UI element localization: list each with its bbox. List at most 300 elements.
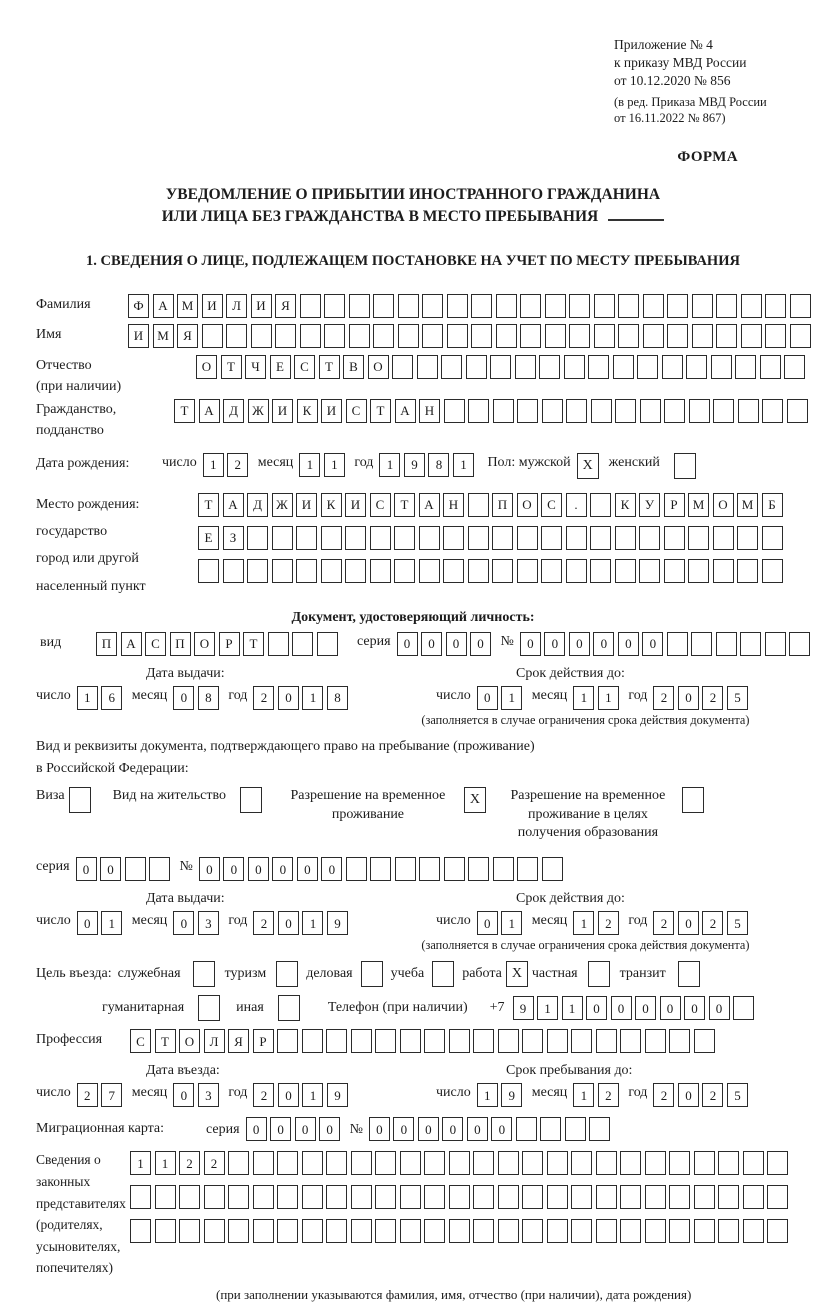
- char-cell[interactable]: [716, 324, 737, 348]
- char-cell[interactable]: 8: [327, 686, 348, 710]
- char-cell[interactable]: [566, 559, 587, 583]
- char-cell[interactable]: 0: [319, 1117, 340, 1141]
- char-cell[interactable]: [664, 559, 685, 583]
- char-cell[interactable]: [346, 857, 367, 881]
- char-cell[interactable]: [569, 294, 590, 318]
- char-cell[interactable]: [515, 355, 536, 379]
- char-cell[interactable]: З: [223, 526, 244, 550]
- char-cell[interactable]: 1: [299, 453, 320, 477]
- char-cell[interactable]: [226, 324, 247, 348]
- char-cell[interactable]: [620, 1185, 641, 1209]
- char-cell[interactable]: [547, 1219, 568, 1243]
- char-cell[interactable]: [686, 355, 707, 379]
- char-cell[interactable]: [345, 559, 366, 583]
- char-cell[interactable]: 0: [611, 996, 632, 1020]
- char-cell[interactable]: Р: [253, 1029, 274, 1053]
- char-cell[interactable]: 1: [130, 1151, 151, 1175]
- char-cell[interactable]: 2: [598, 911, 619, 935]
- char-cell[interactable]: [522, 1029, 543, 1053]
- char-cell[interactable]: А: [153, 294, 174, 318]
- char-cell[interactable]: [733, 996, 754, 1020]
- char-cell[interactable]: [202, 324, 223, 348]
- char-cell[interactable]: [253, 1219, 274, 1243]
- char-cell[interactable]: [765, 632, 786, 656]
- char-cell[interactable]: Б: [762, 493, 783, 517]
- char-cell[interactable]: [639, 526, 660, 550]
- char-cell[interactable]: [620, 1219, 641, 1243]
- char-cell[interactable]: [689, 399, 710, 423]
- char-cell[interactable]: [738, 399, 759, 423]
- char-cell[interactable]: [790, 294, 811, 318]
- char-cell[interactable]: [324, 294, 345, 318]
- char-cell[interactable]: [375, 1029, 396, 1053]
- char-cell[interactable]: [398, 324, 419, 348]
- char-cell[interactable]: [517, 857, 538, 881]
- char-cell[interactable]: [522, 1219, 543, 1243]
- char-cell[interactable]: [571, 1185, 592, 1209]
- char-cell[interactable]: 1: [379, 453, 400, 477]
- temp-residence-checkbox[interactable]: X: [464, 787, 486, 813]
- char-cell[interactable]: [711, 355, 732, 379]
- char-cell[interactable]: [590, 493, 611, 517]
- char-cell[interactable]: 0: [278, 1083, 299, 1107]
- char-cell[interactable]: [688, 526, 709, 550]
- char-cell[interactable]: О: [368, 355, 389, 379]
- char-cell[interactable]: 0: [100, 857, 121, 881]
- char-cell[interactable]: 2: [653, 686, 674, 710]
- char-cell[interactable]: [130, 1219, 151, 1243]
- char-cell[interactable]: [737, 559, 758, 583]
- purpose-humanitarian-checkbox[interactable]: [198, 995, 220, 1021]
- char-cell[interactable]: [640, 399, 661, 423]
- char-cell[interactable]: 0: [684, 996, 705, 1020]
- char-cell[interactable]: [373, 324, 394, 348]
- char-cell[interactable]: 1: [501, 911, 522, 935]
- char-cell[interactable]: 2: [702, 686, 723, 710]
- char-cell[interactable]: [302, 1151, 323, 1175]
- char-cell[interactable]: 6: [101, 686, 122, 710]
- char-cell[interactable]: 0: [660, 996, 681, 1020]
- char-cell[interactable]: [179, 1185, 200, 1209]
- char-cell[interactable]: [639, 559, 660, 583]
- char-cell[interactable]: [394, 559, 415, 583]
- char-cell[interactable]: [394, 526, 415, 550]
- char-cell[interactable]: [718, 1219, 739, 1243]
- char-cell[interactable]: [498, 1185, 519, 1209]
- char-cell[interactable]: Ч: [245, 355, 266, 379]
- char-cell[interactable]: 0: [223, 857, 244, 881]
- char-cell[interactable]: 0: [520, 632, 541, 656]
- char-cell[interactable]: Л: [226, 294, 247, 318]
- char-cell[interactable]: 0: [248, 857, 269, 881]
- char-cell[interactable]: [571, 1029, 592, 1053]
- char-cell[interactable]: [419, 526, 440, 550]
- char-cell[interactable]: [468, 493, 489, 517]
- char-cell[interactable]: [449, 1219, 470, 1243]
- char-cell[interactable]: [277, 1219, 298, 1243]
- temp-residence-education-checkbox[interactable]: [682, 787, 704, 813]
- char-cell[interactable]: 5: [727, 1083, 748, 1107]
- char-cell[interactable]: [302, 1185, 323, 1209]
- char-cell[interactable]: [400, 1185, 421, 1209]
- char-cell[interactable]: [447, 294, 468, 318]
- char-cell[interactable]: [522, 1151, 543, 1175]
- char-cell[interactable]: [762, 526, 783, 550]
- char-cell[interactable]: [351, 1029, 372, 1053]
- char-cell[interactable]: 2: [204, 1151, 225, 1175]
- char-cell[interactable]: [669, 1151, 690, 1175]
- char-cell[interactable]: [326, 1185, 347, 1209]
- char-cell[interactable]: 1: [598, 686, 619, 710]
- char-cell[interactable]: [302, 1029, 323, 1053]
- char-cell[interactable]: 2: [253, 1083, 274, 1107]
- char-cell[interactable]: [275, 324, 296, 348]
- char-cell[interactable]: [349, 324, 370, 348]
- char-cell[interactable]: [620, 1029, 641, 1053]
- char-cell[interactable]: О: [517, 493, 538, 517]
- char-cell[interactable]: С: [130, 1029, 151, 1053]
- purpose-other-checkbox[interactable]: [278, 995, 300, 1021]
- char-cell[interactable]: [471, 324, 492, 348]
- char-cell[interactable]: [547, 1029, 568, 1053]
- char-cell[interactable]: [692, 294, 713, 318]
- char-cell[interactable]: 2: [653, 911, 674, 935]
- char-cell[interactable]: [694, 1219, 715, 1243]
- char-cell[interactable]: И: [251, 294, 272, 318]
- char-cell[interactable]: [545, 294, 566, 318]
- char-cell[interactable]: 2: [598, 1083, 619, 1107]
- char-cell[interactable]: 0: [246, 1117, 267, 1141]
- char-cell[interactable]: [466, 355, 487, 379]
- char-cell[interactable]: 0: [272, 857, 293, 881]
- char-cell[interactable]: [718, 1185, 739, 1209]
- char-cell[interactable]: [296, 526, 317, 550]
- char-cell[interactable]: 0: [321, 857, 342, 881]
- char-cell[interactable]: 0: [544, 632, 565, 656]
- char-cell[interactable]: С: [370, 493, 391, 517]
- char-cell[interactable]: Е: [198, 526, 219, 550]
- char-cell[interactable]: Ф: [128, 294, 149, 318]
- char-cell[interactable]: [694, 1151, 715, 1175]
- char-cell[interactable]: 9: [501, 1083, 522, 1107]
- char-cell[interactable]: 2: [179, 1151, 200, 1175]
- char-cell[interactable]: 7: [101, 1083, 122, 1107]
- char-cell[interactable]: 0: [173, 686, 194, 710]
- char-cell[interactable]: [351, 1151, 372, 1175]
- char-cell[interactable]: [765, 324, 786, 348]
- char-cell[interactable]: 8: [428, 453, 449, 477]
- char-cell[interactable]: 1: [501, 686, 522, 710]
- char-cell[interactable]: 1: [101, 911, 122, 935]
- char-cell[interactable]: [498, 1029, 519, 1053]
- char-cell[interactable]: [473, 1185, 494, 1209]
- char-cell[interactable]: [589, 1117, 610, 1141]
- char-cell[interactable]: 9: [327, 911, 348, 935]
- char-cell[interactable]: [468, 559, 489, 583]
- char-cell[interactable]: [351, 1185, 372, 1209]
- char-cell[interactable]: [669, 1185, 690, 1209]
- char-cell[interactable]: [591, 399, 612, 423]
- char-cell[interactable]: [590, 559, 611, 583]
- char-cell[interactable]: [444, 399, 465, 423]
- char-cell[interactable]: К: [615, 493, 636, 517]
- char-cell[interactable]: 0: [442, 1117, 463, 1141]
- char-cell[interactable]: [547, 1151, 568, 1175]
- char-cell[interactable]: 1: [203, 453, 224, 477]
- char-cell[interactable]: [569, 324, 590, 348]
- char-cell[interactable]: [321, 559, 342, 583]
- char-cell[interactable]: К: [321, 493, 342, 517]
- char-cell[interactable]: [198, 559, 219, 583]
- char-cell[interactable]: [520, 294, 541, 318]
- char-cell[interactable]: [737, 526, 758, 550]
- char-cell[interactable]: [223, 559, 244, 583]
- char-cell[interactable]: У: [639, 493, 660, 517]
- char-cell[interactable]: В: [343, 355, 364, 379]
- char-cell[interactable]: [493, 399, 514, 423]
- char-cell[interactable]: Ж: [272, 493, 293, 517]
- char-cell[interactable]: [300, 324, 321, 348]
- char-cell[interactable]: [375, 1219, 396, 1243]
- char-cell[interactable]: [564, 355, 585, 379]
- char-cell[interactable]: А: [395, 399, 416, 423]
- char-cell[interactable]: [694, 1029, 715, 1053]
- char-cell[interactable]: [468, 526, 489, 550]
- char-cell[interactable]: [667, 324, 688, 348]
- char-cell[interactable]: 0: [593, 632, 614, 656]
- char-cell[interactable]: [645, 1029, 666, 1053]
- char-cell[interactable]: 0: [369, 1117, 390, 1141]
- char-cell[interactable]: [398, 294, 419, 318]
- char-cell[interactable]: С: [294, 355, 315, 379]
- char-cell[interactable]: [296, 559, 317, 583]
- char-cell[interactable]: К: [297, 399, 318, 423]
- char-cell[interactable]: Ж: [248, 399, 269, 423]
- char-cell[interactable]: [375, 1151, 396, 1175]
- char-cell[interactable]: [349, 294, 370, 318]
- char-cell[interactable]: 0: [569, 632, 590, 656]
- char-cell[interactable]: 1: [573, 911, 594, 935]
- char-cell[interactable]: [571, 1219, 592, 1243]
- char-cell[interactable]: 0: [418, 1117, 439, 1141]
- char-cell[interactable]: 2: [77, 1083, 98, 1107]
- char-cell[interactable]: [767, 1185, 788, 1209]
- char-cell[interactable]: [247, 526, 268, 550]
- char-cell[interactable]: [370, 526, 391, 550]
- char-cell[interactable]: 0: [173, 1083, 194, 1107]
- char-cell[interactable]: [662, 355, 683, 379]
- char-cell[interactable]: [400, 1029, 421, 1053]
- char-cell[interactable]: [713, 526, 734, 550]
- char-cell[interactable]: .: [566, 493, 587, 517]
- char-cell[interactable]: Т: [319, 355, 340, 379]
- char-cell[interactable]: [566, 526, 587, 550]
- char-cell[interactable]: И: [272, 399, 293, 423]
- visa-checkbox[interactable]: [69, 787, 91, 813]
- purpose-work-checkbox[interactable]: X: [506, 961, 528, 987]
- char-cell[interactable]: [419, 559, 440, 583]
- char-cell[interactable]: [317, 632, 338, 656]
- char-cell[interactable]: [375, 1185, 396, 1209]
- char-cell[interactable]: [422, 324, 443, 348]
- char-cell[interactable]: 0: [635, 996, 656, 1020]
- char-cell[interactable]: [542, 399, 563, 423]
- char-cell[interactable]: 1: [562, 996, 583, 1020]
- char-cell[interactable]: С: [541, 493, 562, 517]
- char-cell[interactable]: [444, 857, 465, 881]
- char-cell[interactable]: [571, 1151, 592, 1175]
- char-cell[interactable]: 0: [491, 1117, 512, 1141]
- char-cell[interactable]: [468, 399, 489, 423]
- char-cell[interactable]: О: [196, 355, 217, 379]
- char-cell[interactable]: [473, 1219, 494, 1243]
- char-cell[interactable]: [424, 1219, 445, 1243]
- char-cell[interactable]: 1: [302, 1083, 323, 1107]
- char-cell[interactable]: [588, 355, 609, 379]
- char-cell[interactable]: 0: [270, 1117, 291, 1141]
- char-cell[interactable]: 8: [198, 686, 219, 710]
- char-cell[interactable]: [277, 1185, 298, 1209]
- char-cell[interactable]: [179, 1219, 200, 1243]
- char-cell[interactable]: П: [170, 632, 191, 656]
- purpose-tourism-checkbox[interactable]: [276, 961, 298, 987]
- char-cell[interactable]: И: [202, 294, 223, 318]
- char-cell[interactable]: [613, 355, 634, 379]
- char-cell[interactable]: [718, 1151, 739, 1175]
- char-cell[interactable]: [443, 559, 464, 583]
- char-cell[interactable]: 1: [573, 686, 594, 710]
- residence-permit-checkbox[interactable]: [240, 787, 262, 813]
- char-cell[interactable]: 0: [421, 632, 442, 656]
- char-cell[interactable]: [541, 559, 562, 583]
- char-cell[interactable]: [541, 526, 562, 550]
- char-cell[interactable]: [565, 1117, 586, 1141]
- char-cell[interactable]: [664, 399, 685, 423]
- char-cell[interactable]: Я: [228, 1029, 249, 1053]
- char-cell[interactable]: 1: [302, 911, 323, 935]
- char-cell[interactable]: [637, 355, 658, 379]
- char-cell[interactable]: 0: [678, 911, 699, 935]
- char-cell[interactable]: [669, 1029, 690, 1053]
- char-cell[interactable]: [251, 324, 272, 348]
- char-cell[interactable]: 0: [642, 632, 663, 656]
- char-cell[interactable]: [615, 526, 636, 550]
- char-cell[interactable]: 0: [477, 911, 498, 935]
- char-cell[interactable]: [645, 1151, 666, 1175]
- char-cell[interactable]: [596, 1151, 617, 1175]
- char-cell[interactable]: [498, 1151, 519, 1175]
- char-cell[interactable]: Т: [198, 493, 219, 517]
- char-cell[interactable]: [228, 1219, 249, 1243]
- char-cell[interactable]: 9: [513, 996, 534, 1020]
- char-cell[interactable]: А: [121, 632, 142, 656]
- char-cell[interactable]: 5: [727, 911, 748, 935]
- char-cell[interactable]: 1: [155, 1151, 176, 1175]
- char-cell[interactable]: 2: [253, 911, 274, 935]
- char-cell[interactable]: 2: [227, 453, 248, 477]
- char-cell[interactable]: [443, 526, 464, 550]
- char-cell[interactable]: 1: [324, 453, 345, 477]
- char-cell[interactable]: [228, 1151, 249, 1175]
- char-cell[interactable]: И: [345, 493, 366, 517]
- char-cell[interactable]: [694, 1185, 715, 1209]
- char-cell[interactable]: [716, 632, 737, 656]
- char-cell[interactable]: 0: [278, 911, 299, 935]
- char-cell[interactable]: [351, 1219, 372, 1243]
- char-cell[interactable]: О: [713, 493, 734, 517]
- char-cell[interactable]: [395, 857, 416, 881]
- char-cell[interactable]: [277, 1151, 298, 1175]
- char-cell[interactable]: 2: [702, 1083, 723, 1107]
- char-cell[interactable]: 1: [537, 996, 558, 1020]
- char-cell[interactable]: [277, 1029, 298, 1053]
- char-cell[interactable]: М: [153, 324, 174, 348]
- char-cell[interactable]: [762, 399, 783, 423]
- char-cell[interactable]: [204, 1219, 225, 1243]
- char-cell[interactable]: [326, 1219, 347, 1243]
- char-cell[interactable]: Т: [155, 1029, 176, 1053]
- char-cell[interactable]: 5: [727, 686, 748, 710]
- char-cell[interactable]: [713, 559, 734, 583]
- char-cell[interactable]: П: [96, 632, 117, 656]
- char-cell[interactable]: [667, 294, 688, 318]
- char-cell[interactable]: [392, 355, 413, 379]
- char-cell[interactable]: [743, 1151, 764, 1175]
- char-cell[interactable]: [493, 857, 514, 881]
- char-cell[interactable]: 0: [278, 686, 299, 710]
- purpose-study-checkbox[interactable]: [432, 961, 454, 987]
- char-cell[interactable]: 1: [573, 1083, 594, 1107]
- char-cell[interactable]: С: [346, 399, 367, 423]
- char-cell[interactable]: [691, 632, 712, 656]
- char-cell[interactable]: [520, 324, 541, 348]
- char-cell[interactable]: [540, 1117, 561, 1141]
- char-cell[interactable]: [516, 1117, 537, 1141]
- char-cell[interactable]: [292, 632, 313, 656]
- char-cell[interactable]: [790, 324, 811, 348]
- char-cell[interactable]: 0: [297, 857, 318, 881]
- char-cell[interactable]: [370, 559, 391, 583]
- char-cell[interactable]: [688, 559, 709, 583]
- char-cell[interactable]: [419, 857, 440, 881]
- char-cell[interactable]: 1: [77, 686, 98, 710]
- char-cell[interactable]: [345, 526, 366, 550]
- char-cell[interactable]: [155, 1185, 176, 1209]
- char-cell[interactable]: [373, 294, 394, 318]
- char-cell[interactable]: 1: [302, 686, 323, 710]
- char-cell[interactable]: [596, 1029, 617, 1053]
- char-cell[interactable]: [228, 1185, 249, 1209]
- char-cell[interactable]: Т: [370, 399, 391, 423]
- char-cell[interactable]: 0: [586, 996, 607, 1020]
- char-cell[interactable]: 0: [678, 1083, 699, 1107]
- char-cell[interactable]: [735, 355, 756, 379]
- char-cell[interactable]: [492, 559, 513, 583]
- char-cell[interactable]: 9: [404, 453, 425, 477]
- char-cell[interactable]: [498, 1219, 519, 1243]
- char-cell[interactable]: 0: [618, 632, 639, 656]
- char-cell[interactable]: [370, 857, 391, 881]
- char-cell[interactable]: 2: [253, 686, 274, 710]
- char-cell[interactable]: [302, 1219, 323, 1243]
- char-cell[interactable]: [743, 1219, 764, 1243]
- char-cell[interactable]: [643, 294, 664, 318]
- char-cell[interactable]: Д: [223, 399, 244, 423]
- char-cell[interactable]: [667, 632, 688, 656]
- char-cell[interactable]: [300, 294, 321, 318]
- char-cell[interactable]: [272, 559, 293, 583]
- char-cell[interactable]: [417, 355, 438, 379]
